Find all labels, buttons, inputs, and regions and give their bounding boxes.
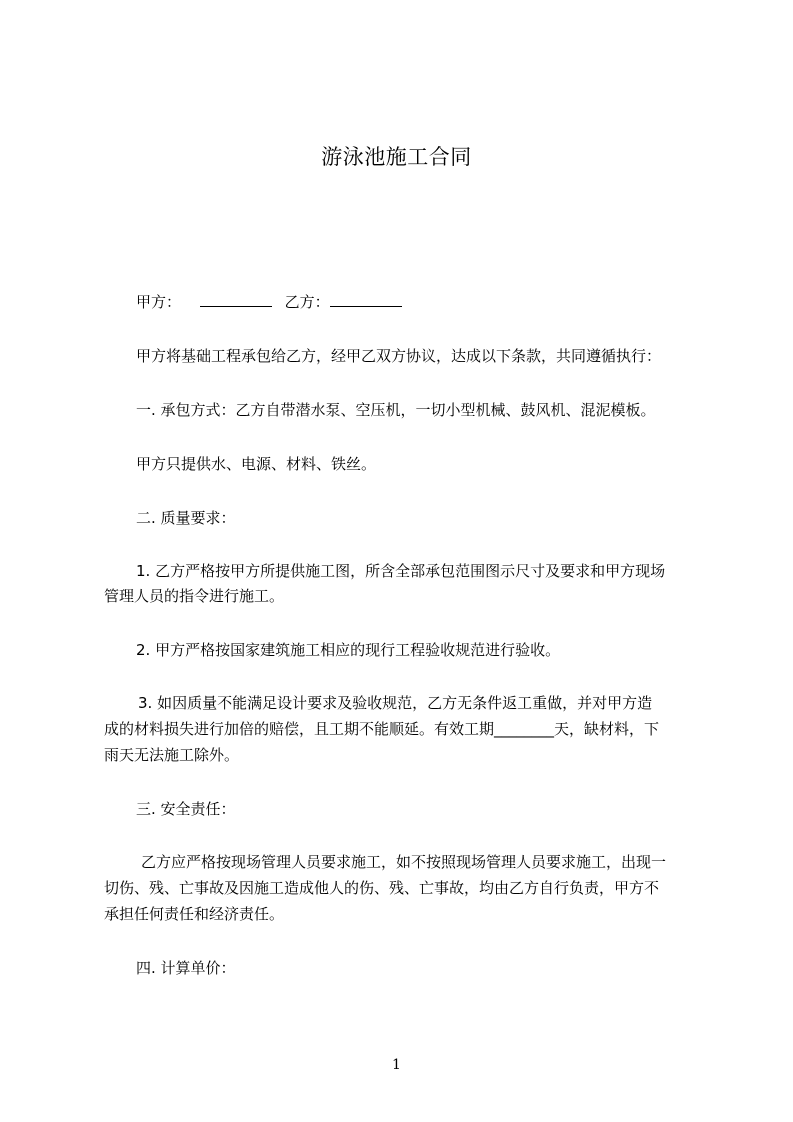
section-4-heading: 四. 计算单价： [136, 959, 236, 977]
section-1-note: 甲方只提供水、电源、材料、铁丝。 [136, 455, 377, 473]
section-1-heading: 一. 承包方式：乙方自带潜水泵、空压机，一切小型机械、鼓风机、混泥模板。 [136, 401, 656, 419]
party-b-label: 乙方： [284, 293, 330, 311]
document-title: 游泳池施工合同 [321, 145, 472, 169]
section-3-line-1: 乙方应严格按现场管理人员要求施工，如不按照现场管理人员要求施工，出现一 [141, 853, 667, 871]
section-2-item-3-line-1: 3. 如因质量不能满足设计要求及验收规范，乙方无条件返工重做，并对甲方造 [138, 694, 653, 712]
section-3-line-3: 承担任何责任和经济责任。 [104, 905, 285, 923]
section-2-item-2: 2. 甲方严格按国家建筑施工相应的现行工程验收规范进行验收。 [136, 641, 561, 659]
section-2-item-1-line-1: 1. 乙方严格按甲方所提供施工图，所含全部承包范围图示尺寸及要求和甲方现场 [136, 562, 666, 580]
intro-paragraph: 甲方将基础工程承包给乙方，经甲乙双方协议，达成以下条款，共同遵循执行： [136, 347, 662, 365]
section-3-heading: 三. 安全责任： [136, 800, 236, 818]
section-2-item-1-line-2: 管理人员的指令进行施工。 [104, 587, 285, 605]
section-2-item-3-line-3: 雨天无法施工除外。 [104, 746, 240, 764]
party-a-label: 甲方： [136, 293, 182, 311]
page-number: 1 [392, 1057, 401, 1073]
section-2-heading: 二. 质量要求： [136, 509, 236, 527]
section-3-line-2: 切伤、残、亡事故及因施工造成他人的伤、残、亡事故，均由乙方自行负责，甲方不 [104, 879, 660, 897]
party-a-blank [200, 292, 272, 307]
section-2-item-3-line-2: 成的材料损失进行加倍的赔偿，且工期不能顺延。有效工期________天，缺材料，下 [104, 720, 660, 738]
party-b-blank [330, 292, 402, 307]
party-line [136, 292, 402, 312]
